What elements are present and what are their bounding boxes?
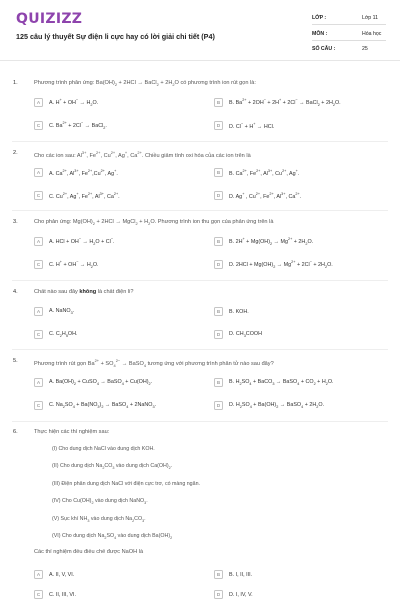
option-letter: D: [214, 401, 223, 410]
meta-label: MÔN :: [312, 31, 328, 37]
option-text: A. $H^+ + OH^- \to H_2O$.: [49, 98, 99, 107]
option-b[interactable]: [214, 235, 313, 248]
option-a[interactable]: [34, 376, 152, 389]
question-divider: [12, 280, 388, 281]
option-a[interactable]: [34, 235, 115, 248]
option-c[interactable]: [34, 189, 120, 202]
option-b[interactable]: [214, 166, 299, 179]
option-letter: D: [214, 260, 223, 269]
experiment-statement: (V) Sục khí $NH_3$ vào dung dịch $Na_2CO_3$.: [52, 516, 146, 524]
option-letter: C: [34, 260, 43, 269]
option-text: A. $Ca^{2+}$, $Al^{3+}$, $Fe^{2+},Cu^{2+}$, Ag+.: [49, 168, 118, 177]
question-number: 6.: [13, 429, 18, 435]
option-letter: C: [34, 191, 43, 200]
option-text: D. $CH_3COOH$: [229, 330, 262, 339]
option-letter: B: [214, 378, 223, 387]
meta-value: Lớp 11: [362, 15, 378, 21]
option-text: C. $H^+ + OH^- \to H_2O$.: [49, 260, 99, 269]
option-text: C. $C_2H_5OH$.: [49, 330, 78, 339]
option-text: D. I, IV, V.: [229, 591, 253, 598]
option-text: B. $H_2SO_4$ + BaCO$_3$ → BaSO$_4$ + $CO_2 + H_2O$.: [229, 378, 334, 387]
option-letter: B: [214, 98, 223, 107]
option-c[interactable]: [34, 399, 156, 412]
question-divider: [12, 421, 388, 422]
option-letter: C: [34, 121, 43, 130]
question-divider: [12, 210, 388, 211]
option-letter: B: [214, 237, 223, 246]
option-letter: A: [34, 168, 43, 177]
meta-value: 25: [362, 46, 368, 52]
question-text: Cho phản ứng: $Mg(OH)_2 + 2HCl$ → MgCl$_2$ + $H_2O$. Phương trình ion thu gọn của phản ứng trên là: [34, 219, 274, 227]
option-text: D. $H_2SO_4 + Ba(OH)_2$ → BaSO$_4$ + $2H_2O$.: [229, 401, 325, 410]
option-a[interactable]: [34, 166, 118, 179]
option-letter: A: [34, 307, 43, 316]
meta-value: Hóa học: [362, 31, 382, 37]
option-letter: D: [214, 121, 223, 130]
option-a[interactable]: [34, 305, 74, 318]
option-letter: A: [34, 98, 43, 107]
option-b[interactable]: [214, 96, 341, 109]
question-divider: [12, 141, 388, 142]
option-text: D. Ag+ , $Cu^{2+}$, $Fe^{2+}$, $Al^{3+}$, $Ca^{2+}$.: [229, 191, 302, 200]
question-text: Cho các ion sau: $Al^{3+}$, $Fe^{2+}$, $Cu^{2+}$, Ag+, $Ca^{2+}$. Chiều giảm tính oxi hóa của các ion trên là: [34, 150, 251, 159]
option-text: B. KOH.: [229, 308, 249, 315]
experiment-statement: (IV) Cho $Cu(OH)_2$ vào dung dịch NaNO$_3$.: [52, 498, 148, 506]
option-letter: C: [34, 330, 43, 339]
option-text: B. I, II, III.: [229, 571, 253, 578]
option-text: C. $Cu^{2+}$, Ag+, $Fe^{2+}$, $Al^{3+}$, $Ca^{2+}$.: [49, 191, 120, 200]
question-number: 1.: [13, 80, 18, 86]
option-c[interactable]: [34, 588, 76, 600]
meta-divider: [312, 40, 386, 41]
option-letter: A: [34, 237, 43, 246]
option-d[interactable]: [214, 189, 301, 202]
option-text: B. $2H^+ + Mg(OH)_2 \to Mg^{2+} + 2H_2O$.: [229, 237, 314, 246]
option-a[interactable]: [34, 568, 74, 581]
option-letter: C: [34, 590, 43, 599]
option-b[interactable]: [214, 376, 334, 389]
option-c[interactable]: [34, 258, 99, 271]
question-number: 3.: [13, 219, 18, 225]
question-text: Chất nào sau đây không là chất điện li?: [34, 289, 134, 295]
option-d[interactable]: [214, 588, 253, 600]
option-letter: B: [214, 168, 223, 177]
option-text: A. HCl + $OH^- \to H_2O + Cl^-$.: [49, 237, 115, 246]
option-letter: A: [34, 378, 43, 387]
header: [0, 0, 400, 62]
question-text: Phương trình rút gọn $Ba^{2+} + SO_4^{2-}$ → BaSO$_4$ tương ứng với phương trình phân tử nào sau đây?: [34, 358, 274, 368]
option-letter: D: [214, 590, 223, 599]
experiment-statement: (II) Cho dung dịch $Na_2CO_3$ vào dung dịch $Ca(OH)_2$.: [52, 463, 173, 471]
experiment-statement: (VI) Cho dung dịch $Na_2SO_4$ vào dung dịch $Ba(OH)_2$: [52, 533, 173, 541]
option-d[interactable]: [214, 119, 274, 132]
quizizz-logo: QUIZIZZ: [16, 11, 83, 27]
option-text: B. $Ba^{2+} + 2OH^- + 2H^+ + 2Cl^-$ → BaCl$_2$ + $2H_2O$.: [229, 98, 341, 107]
option-c[interactable]: [34, 328, 78, 341]
option-c[interactable]: [34, 119, 107, 132]
page-title: 125 câu lý thuyết Sự điện li cực hay có lời giải chi tiết (P4): [16, 32, 215, 41]
option-letter: B: [214, 570, 223, 579]
meta-divider: [312, 24, 386, 25]
option-letter: C: [34, 401, 43, 410]
option-text: A. II, V, VI.: [49, 571, 75, 578]
question-text: Thực hiện các thí nghiệm sau:: [34, 429, 110, 435]
experiment-statement: (III) Điện phân dung dịch NaCl với điện cực trơ, có màng ngăn.: [52, 481, 200, 487]
option-text: A. $Ba(OH)_2$ + CuSO$_4$ → BaSO$_4$ + $Cu(OH)_2$.: [49, 378, 153, 387]
option-text: A. NaNO$_3$.: [49, 307, 75, 316]
option-letter: A: [34, 570, 43, 579]
meta-label: LỚP :: [312, 15, 327, 21]
option-text: C. $Ba^{2+} + 2Cl^-$ → BaCl$_2$.: [49, 121, 107, 130]
option-b[interactable]: [214, 568, 252, 581]
option-text: D. $2HCl + Mg(OH)_2 \to Mg^{2+} + 2Cl^- + 2H_2O$.: [229, 260, 333, 269]
question-number: 5.: [13, 358, 18, 364]
option-a[interactable]: [34, 96, 98, 109]
question-number: 2.: [13, 150, 18, 156]
option-letter: B: [214, 307, 223, 316]
option-d[interactable]: [214, 258, 333, 271]
option-d[interactable]: [214, 328, 262, 341]
header-divider: [0, 60, 400, 61]
option-b[interactable]: [214, 305, 249, 318]
option-text: C. II, III, VI.: [49, 591, 76, 598]
question-text: Phương trình phân ứng: $Ba(OH)_2 + 2HCl$ → BaCl$_2$ + $2H_2O$ có phương trình ion rút gọn là:: [34, 80, 256, 88]
option-letter: D: [214, 191, 223, 200]
meta-label: SỐ CÂU :: [312, 46, 336, 52]
question-tail: Các thí nghiệm đều điều chế được NaOH là: [34, 549, 144, 555]
question-number: 4.: [13, 289, 18, 295]
option-d[interactable]: [214, 399, 324, 412]
option-letter: D: [214, 330, 223, 339]
option-text: D. Cl− + H+ → HCl.: [229, 121, 275, 130]
question-divider: [12, 349, 388, 350]
option-text: C. $Na_2SO_4 + Ba(NO_3)_2$ → BaSO$_4$ + 2NaNO$_3$.: [49, 401, 157, 410]
option-text: B. $Ca^{2+}$, $Fe^{2+}$, $Al^{3+}$, $Cu^{2+}$, Ag+.: [229, 168, 300, 177]
experiment-statement: (I) Cho dung dịch NaCl vào dung dịch KOH.: [52, 446, 155, 452]
